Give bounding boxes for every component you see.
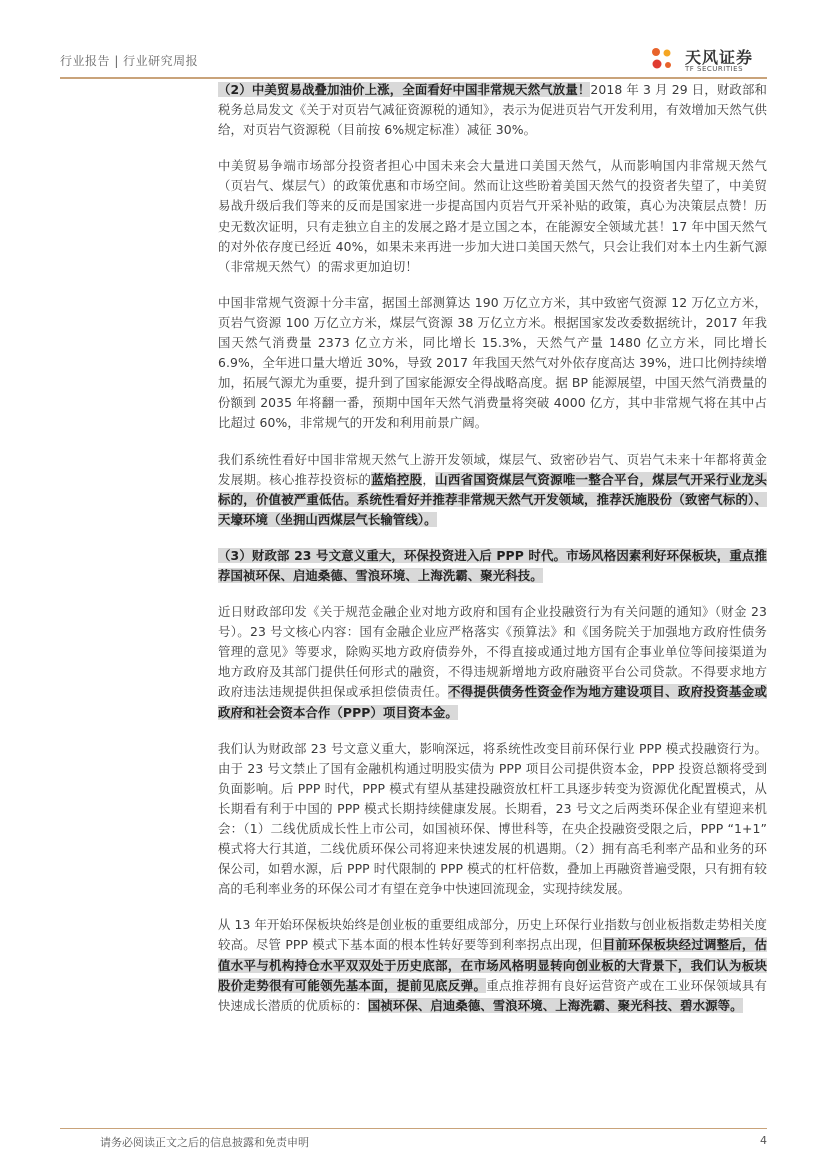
company-logo [647,44,767,74]
body-paragraph [218,915,767,1015]
paragraph-text: 中美贸易争端市场部分投资者担心中国未来会大量进口美国天然气，从而影响国内非常规天然气（页岩气、煤层气）的政策优惠和市场空间。然而让这些盼着美国天然气的投资者失望了，中美贸易战升级后我们等来的反而是国家进一步提高国内页岩气开采补贴的政策，真心为决策层点赞！历史无数次证明，只有走独立自主的发展之路才是立国之本，在能源安全领域尤甚！17 年中国天然气的对外依存度已经近 40%，如果未来再进一步加大进口美国天然气，只会让我们对本土内生新气源（非常规天然气）的需求更加迫切！ [218,158,767,274]
report-category: 行业报告 | 行业研究周报 [60,54,199,68]
emphasized-text: 山西省国资煤层气资源唯一整合平台，煤层气开采行业龙头标的，价值被严重低估。系统性看好并推荐非常规天然气开发领域，推荐沃施股份（致密气标的）、天壕环境（坐拥山西煤层气长输管线）。 [218,471,767,527]
body-paragraph [218,80,767,140]
logo-text-cn: 天风证券 [685,48,754,67]
body-paragraph [218,156,767,277]
body-paragraph [218,602,767,723]
paragraph-text: 近日财政部印发《关于规范金融企业对地方政府和国有企业投融资行为有关问题的通知》（财金 23 号）。23 号文核心内容：国有金融企业应严格落实《预算法》和《国务院关于加强地方政府性债务管理的意见》等要求，除购买地方政府债券外，不得直接或通过地方国有企事业单位等间接渠道为地方政府及其部门提供任何形式的融资，不得违规新增地方政府融资平台公司贷款。不得要求地方政府违法违规提供担保或承担偿债责任。 [218,604,767,700]
emphasized-text: 不得提供债务性资金作为地方建设项目、政府投资基金或政府和社会资本合作（PPP）项目资本金。 [218,684,767,720]
paragraph-text: 重点推荐拥有良好运营资产或在工业环保领域具有快速成长潜质的优质标的： [218,977,767,1013]
emphasized-text: （3）财政部 23 号文意义重大，环保投资进入后 PPP 时代。市场风格因素利好环保板块，重点推荐国祯环保、启迪桑德、雪浪环境、上海洗霸、聚光科技。 [218,547,767,583]
disclaimer-text: 请务必阅读正文之后的信息披露和免责申明 [100,1136,309,1149]
report-body [218,80,767,1032]
paragraph-text: 我们系统性看好中国非常规天然气上游开发领域，煤层气、致密砂岩气、页岩气未来十年都将黄金发展期。核心推荐投资标的 [218,451,767,487]
footer-divider [60,1128,767,1129]
page-header [60,44,767,74]
paragraph-text: 从 13 年开始环保板块始终是创业板的重要组成部分，历史上环保行业指数与创业板指数走势相关度较高。尽管 PPP 模式下基本面的根本性转好要等到利率拐点出现，但 [218,917,767,953]
body-paragraph [218,450,767,530]
paragraph-text: 中国非常规气资源十分丰富，据国土部测算达 190 万亿立方米，其中致密气资源 12 万亿立方米，页岩气资源 100 万亿立方米，煤层气资源 38 万亿立方米。根据国家发改委数据统计，2017 年我国天然气消费量 2373 亿立方米，同比增长 15.3%，天然气产量 1480 亿立方米，同比增长 6.9%，全年进口量大增近 30%，导致 2017 年我国天然气对外依存度高达 39%，进口比例持续增加，拓展气源尤为重要，提升到了国家能源安全得战略高度。据 BP 能源展望，中国天然气消费量的份额到 2035 年将翻一番，预期中国年天然气消费量将突破 4000 亿方，其中非常规气将在其中占比超过 60%，非常规气的开发和利用前景广阔。 [218,294,767,431]
header-divider [60,77,767,79]
body-paragraph [218,293,767,434]
emphasized-text: 目前环保板块经过调整后，估值水平与机构持仓水平双双处于历史底部，在市场风格明显转向创业板的大背景下，我们认为板块股价走势很有可能领先基本面，提前见底反弹。 [218,937,767,993]
logo-text-en: TF SECURITIES [685,65,744,73]
emphasized-text: 国祯环保、启迪桑德、雪浪环境、上海洗霸、聚光科技、碧水源等。 [367,997,743,1013]
page-number: 4 [760,1134,767,1147]
tf-logo-icon [647,44,677,74]
body-paragraph [218,546,767,586]
emphasized-text: 蓝焰控股 [371,471,423,487]
paragraph-text: 2018 年 3 月 29 日，财政部和税务总局发文《关于对页岩气减征资源税的通知》，表示为促进页岩气开发利用，有效增加天然气供给，对页岩气资源税（目前按 6%规定标准）减征 30%。 [218,82,767,138]
emphasized-text: （2）中美贸易战叠加油价上涨，全面看好中国非常规天然气放量！ [218,82,591,97]
body-paragraph [218,739,767,900]
paragraph-text: ， [422,471,436,487]
paragraph-text: 我们认为财政部 23 号文意义重大，影响深远，将系统性改变目前环保行业 PPP 模式投融资行为。由于 23 号文禁止了国有金融机构通过明股实债为 PPP 项目公司提供资本金，PPP 投资总额将受到负面影响。后 PPP 时代，PPP 模式有望从基建投融资放杠杆工具逐步转变为资源优化配置模式，从长期看有利于中国的 PPP 模式长期持续健康发展。长期看，23 号文之后两类环保企业有望迎来机会：（1）二线优质成长性上市公司，如国祯环保、博世科等，在央企投融资受限之后，PPP “1+1” 模式将大行其道，二线优质环保公司将迎来快速发展的机遇期。（2）拥有高毛利率产品和业务的环保公司，如碧水源，后 PPP 时代限制的 PPP 模式的杠杆倍数，叠加上再融资普遍受限，只有拥有较高的毛利率业务的环保公司才有望在竞争中快速回流现金，实现持续发展。 [218,740,767,897]
